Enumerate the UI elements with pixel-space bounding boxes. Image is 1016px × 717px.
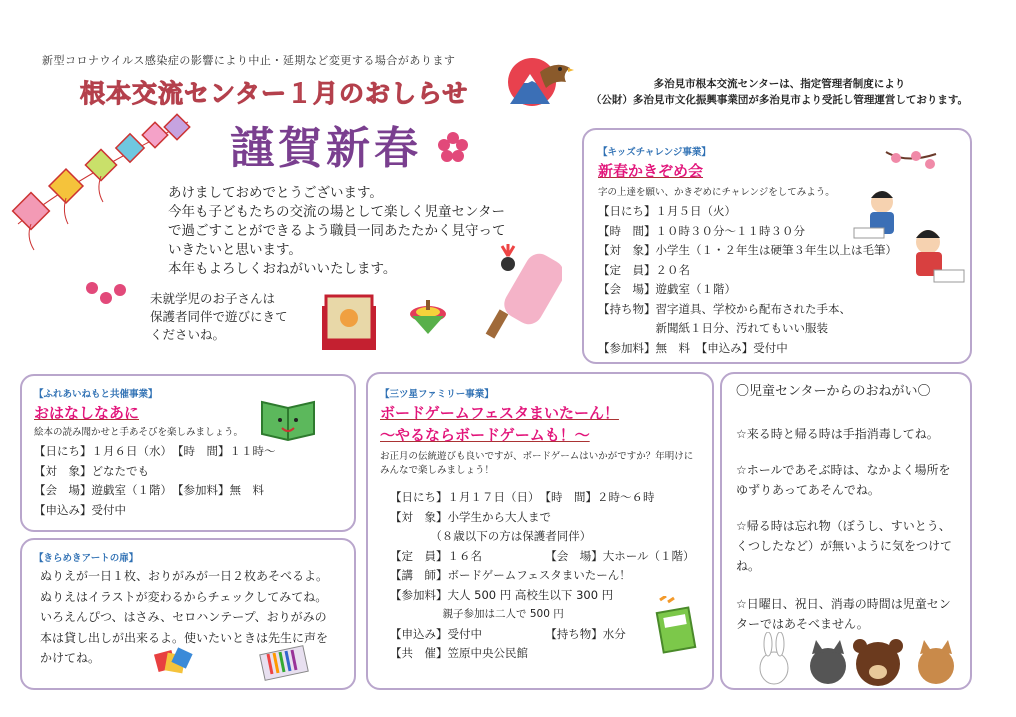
fureai-description: 絵本の読み聞かせと手あそびを楽しみましょう。 bbox=[34, 427, 244, 438]
kirameki-line-1: ぬりえが一日１枚、おりがみが一日２枚あそべるよ。 bbox=[40, 569, 329, 583]
preschool-note: 未就学児のお子さんは 保護者同伴で遊びにきて くださいね。 bbox=[150, 291, 288, 342]
fureai-row-venue: 【会 場】遊戯室（１階） 【参加料】無 料 bbox=[34, 483, 264, 497]
mitsuboshi-row-capacity: 【定 員】１６名 【会 場】大ホール（１階） bbox=[390, 548, 695, 563]
mitsuboshi-row-apply: 【申込み】受付中 【持ち物】水分 bbox=[390, 626, 626, 641]
board-game-icon bbox=[654, 596, 698, 656]
mitsuboshi-event-subtitle: ～やるならボードゲームも！～ bbox=[380, 426, 590, 444]
onegai-item-4: ☆日曜日、祝日、消毒の時間は児童セン ターではあそべません。 bbox=[736, 597, 951, 631]
fureai-row-apply: 【申込み】受付中 bbox=[34, 502, 126, 517]
top-icon bbox=[408, 298, 448, 340]
mitsuboshi-event-title: ボードゲームフェスタまいたーん！ bbox=[380, 404, 619, 422]
kids-row-venue: 【会 場】遊戯室（１階） bbox=[598, 282, 736, 296]
kids-challenge-box bbox=[582, 128, 972, 364]
animals-icon bbox=[752, 632, 966, 688]
onegai-item-3: ☆帰る時は忘れ物（ぼうし、すいとう、 くつしたなど）が無いように気をつけて ね。 bbox=[736, 519, 953, 573]
fuji-eagle-icon bbox=[506, 52, 576, 110]
kirameki-line-2: ぬりえはイラストが変わるからチェックしてみてね。 bbox=[40, 589, 328, 604]
mitsuboshi-row-fee: 【参加料】大人 500 円 高校生以下 300 円 bbox=[390, 587, 614, 602]
fureai-row-date: 【日にち】１月６日（水） 【時 間】１１時～ bbox=[34, 444, 276, 458]
plum-flower-icon bbox=[438, 132, 468, 162]
onegai-box bbox=[720, 372, 972, 690]
kinga-shinshun: 謹賀新春 bbox=[230, 123, 422, 174]
mitsuboshi-tag: 【三ツ星ファミリー事業】 bbox=[380, 389, 494, 400]
onegai-item-1: ☆来る時と帰る時は手指消毒してね。 bbox=[736, 427, 939, 441]
operator-info bbox=[591, 76, 968, 108]
kids-row-fee: 【参加料】無 料 【申込み】受付中 bbox=[598, 340, 788, 355]
kirameki-tag: 【きらめきアートの扉】 bbox=[34, 553, 139, 564]
mitsuboshi-row-fee-pair: 親子参加は二人で 500 円 bbox=[390, 608, 564, 620]
kids-row-capacity: 【定 員】２０名 bbox=[598, 262, 690, 277]
fureai-details bbox=[34, 442, 276, 520]
mitsuboshi-desc-2: みんなで楽しみましょう！ bbox=[380, 465, 495, 476]
kids-row-items-cont: 新聞紙１日分、汚れてもいい服装 bbox=[598, 321, 828, 335]
kids-event-title: 新春かきぞめ会 bbox=[598, 162, 704, 180]
kids-row-date: 【日にち】１月５日（火） bbox=[598, 204, 736, 218]
kirameki-line-3: いろえんぴつ、はさみ、セロハンテープ、おりがみの bbox=[40, 610, 327, 624]
kids-tag: 【キッズチャレンジ事業】 bbox=[598, 147, 711, 158]
mitsuboshi-desc-1: お正月の伝統遊びも良いですが、ボードゲームはいかがですか？年明けに bbox=[380, 451, 694, 462]
fureai-box bbox=[20, 374, 356, 532]
mitsuboshi-row-instructor: 【講 師】ボードゲームフェスタまいたーん！ bbox=[390, 568, 631, 582]
colored-pencils-icon bbox=[258, 644, 310, 682]
page-title: 根本交流センター１月のおしらせ bbox=[80, 79, 469, 108]
origami-icon bbox=[154, 646, 194, 676]
kids-row-time: 【時 間】１０時３０分～１１時３０分 bbox=[598, 223, 805, 238]
mitsuboshi-row-cohost: 【共 催】笠原中央公民館 bbox=[390, 646, 528, 660]
new-year-greeting: あけましておめでとうございます。 今年も子どもたちの交流の場として楽しく児童センター で過ごすことができるよう職員一同あたたかく見守って いきたいと思います。 本年もよろしくおねがいいたします。 bbox=[168, 185, 506, 277]
operator-line-2: （公財）多治見市文化振興事業団が多治見市より受託し管理運営しております。 bbox=[590, 94, 968, 106]
onegai-item-2: ☆ホールであそぶ時は、なかよく場所を ゆずりあってあそんでね。 bbox=[736, 463, 951, 497]
fureai-event-title: おはなしなあに bbox=[34, 404, 140, 422]
onegai-title: 〇児童センターからのおねがい〇 bbox=[736, 384, 931, 399]
karuta-icon bbox=[318, 292, 380, 354]
book-icon bbox=[258, 394, 318, 442]
kirameki-line-4: 本は貸し出しが出来るよ。使いたいときは先生に声を bbox=[40, 630, 329, 645]
operator-line-1: 多治見市根本交流センターは、指定管理者制度により bbox=[653, 78, 906, 90]
mitsuboshi-details bbox=[390, 488, 695, 664]
mitsuboshi-row-date: 【日にち】１月１７日（日） 【時 間】２時～６時 bbox=[390, 490, 655, 504]
fureai-row-target: 【対 象】どなたでも bbox=[34, 463, 149, 478]
hagoita-icon bbox=[470, 242, 562, 342]
mitsuboshi-box bbox=[366, 372, 714, 690]
fureai-tag: 【ふれあいねもと共催事業】 bbox=[34, 389, 158, 400]
calligraphy-kids-icon bbox=[846, 144, 968, 294]
mitsuboshi-row-target-note: （８歳以下の方は保護者同伴） bbox=[390, 529, 592, 543]
kirameki-box bbox=[20, 538, 356, 690]
mitsuboshi-row-target: 【対 象】小学生から大人まで bbox=[390, 509, 551, 524]
kids-description: 字の上達を願い、かきぞめにチャレンジをしてみよう。 bbox=[598, 187, 835, 198]
kirameki-line-5: かけてね。 bbox=[40, 651, 101, 665]
kids-row-items: 【持ち物】習字道具、学校から配布された手本、 bbox=[598, 301, 851, 316]
kids-row-target: 【対 象】小学生（１・２年生は硬筆３年生以上は毛筆） bbox=[598, 243, 897, 257]
covid-notice: 新型コロナウイルス感染症の影響により中止・延期など変更する場合があります bbox=[42, 54, 456, 67]
plum-flower-icon bbox=[84, 280, 130, 308]
